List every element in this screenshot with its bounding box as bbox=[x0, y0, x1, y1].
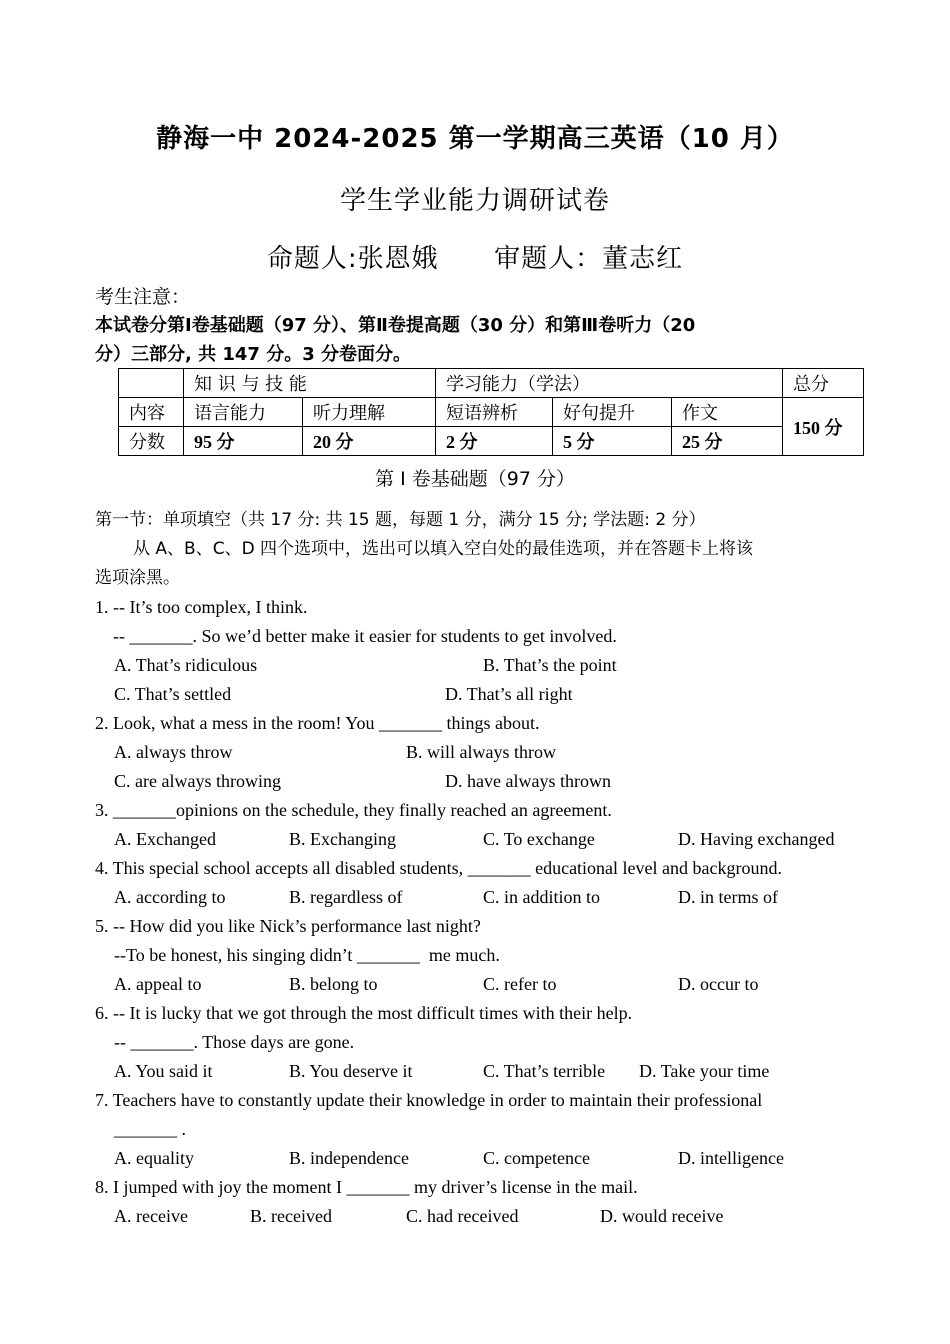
table-corner-cell bbox=[119, 369, 184, 398]
option-b[interactable]: B. That’s the point bbox=[483, 655, 617, 675]
score-table bbox=[118, 368, 864, 456]
column-header: 语言能力 bbox=[184, 398, 303, 427]
score-cell: 2 分 bbox=[436, 427, 553, 456]
question-6-stem: 6. -- It is lucky that we got through the most difficult times with their help. bbox=[95, 1003, 633, 1023]
exam-authors: 命题人:张恩娥 审题人：董志红 bbox=[266, 244, 684, 274]
option-c[interactable]: C. in addition to bbox=[483, 887, 600, 907]
exam-title: 静海一中 2024-2025 第一学期高三英语（10 月） bbox=[156, 124, 794, 154]
option-d[interactable]: D. Take your time bbox=[639, 1061, 770, 1081]
question-1-stem: 1. -- It’s too complex, I think. bbox=[95, 597, 308, 617]
instruction-line-2: 选项涂黑。 bbox=[95, 568, 180, 588]
row-content-label: 内容 bbox=[119, 398, 184, 427]
option-d[interactable]: D. occur to bbox=[678, 974, 759, 994]
option-d[interactable]: D. in terms of bbox=[678, 887, 778, 907]
option-a[interactable]: A. receive bbox=[114, 1206, 188, 1226]
option-b[interactable]: B. received bbox=[250, 1206, 332, 1226]
notice-line-1: 本试卷分第Ⅰ卷基础题（97 分）、第Ⅱ卷提高题（30 分）和第Ⅲ卷听力（20 bbox=[95, 315, 696, 336]
total-score: 150 分 bbox=[783, 398, 864, 456]
option-a[interactable]: A. appeal to bbox=[114, 974, 202, 994]
question-5-reply: --To be honest, his singing didn’t _______ me much. bbox=[114, 945, 500, 965]
score-cell: 20 分 bbox=[303, 427, 436, 456]
question-7-stem-cont: _______ . bbox=[114, 1119, 186, 1139]
score-cell: 95 分 bbox=[184, 427, 303, 456]
option-b[interactable]: B. Exchanging bbox=[289, 829, 396, 849]
option-b[interactable]: B. regardless of bbox=[289, 887, 403, 907]
total-header: 总分 bbox=[783, 369, 864, 398]
notice-line-2: 分）三部分, 共 147 分。3 分卷面分。 bbox=[95, 344, 412, 365]
question-7-stem: 7. Teachers have to constantly update their knowledge in order to maintain their professional bbox=[95, 1090, 763, 1110]
option-a[interactable]: A. according to bbox=[114, 887, 226, 907]
question-8-stem: 8. I jumped with joy the moment I _______ my driver’s license in the mail. bbox=[95, 1177, 638, 1197]
option-d[interactable]: D. would receive bbox=[600, 1206, 724, 1226]
column-header: 作文 bbox=[672, 398, 783, 427]
column-header: 听力理解 bbox=[303, 398, 436, 427]
score-cell: 25 分 bbox=[672, 427, 783, 456]
row-score-label: 分数 bbox=[119, 427, 184, 456]
option-c[interactable]: C. That’s terrible bbox=[483, 1061, 606, 1081]
option-c[interactable]: C. To exchange bbox=[483, 829, 595, 849]
option-c[interactable]: C. refer to bbox=[483, 974, 557, 994]
column-header: 短语辨析 bbox=[436, 398, 553, 427]
part1-heading: 第一节：单项填空（共 17 分: 共 15 题，每题 1 分，满分 15 分; 学法题: 2 分） bbox=[95, 510, 706, 530]
option-a[interactable]: A. You said it bbox=[114, 1061, 213, 1081]
group-learning-header: 学习能力（学法） bbox=[436, 369, 783, 398]
option-b[interactable]: B. independence bbox=[289, 1148, 409, 1168]
option-c[interactable]: C. That’s settled bbox=[114, 684, 232, 704]
option-d[interactable]: D. That’s all right bbox=[445, 684, 573, 704]
option-c[interactable]: C. had received bbox=[406, 1206, 519, 1226]
question-4-stem: 4. This special school accepts all disabled students, _______ educational level and background. bbox=[95, 858, 782, 878]
question-5-stem: 5. -- How did you like Nick’s performance last night? bbox=[95, 916, 481, 936]
notice-label: 考生注意： bbox=[95, 286, 191, 308]
option-b[interactable]: B. will always throw bbox=[406, 742, 556, 762]
score-cell: 5 分 bbox=[553, 427, 672, 456]
option-a[interactable]: A. Exchanged bbox=[114, 829, 216, 849]
section-title: 第 I 卷基础题（97 分） bbox=[375, 468, 575, 490]
option-b[interactable]: B. You deserve it bbox=[289, 1061, 413, 1081]
option-c[interactable]: C. competence bbox=[483, 1148, 590, 1168]
option-d[interactable]: D. have always thrown bbox=[445, 771, 611, 791]
column-header: 好句提升 bbox=[553, 398, 672, 427]
instruction-line-1: 从 A、B、C、D 四个选项中，选出可以填入空白处的最佳选项，并在答题卡上将该 bbox=[133, 539, 754, 559]
exam-subtitle: 学生学业能力调研试卷 bbox=[339, 186, 610, 216]
question-3-stem: 3. _______opinions on the schedule, they finally reached an agreement. bbox=[95, 800, 612, 820]
option-a[interactable]: A. That’s ridiculous bbox=[114, 655, 258, 675]
question-1-reply: -- _______. So we’d better make it easier for students to get involved. bbox=[113, 626, 617, 646]
option-a[interactable]: A. always throw bbox=[114, 742, 233, 762]
option-c[interactable]: C. are always throwing bbox=[114, 771, 281, 791]
question-6-reply: -- _______. Those days are gone. bbox=[114, 1032, 355, 1052]
option-b[interactable]: B. belong to bbox=[289, 974, 378, 994]
group-knowledge-header: 知 识 与 技 能 bbox=[184, 369, 436, 398]
option-d[interactable]: D. intelligence bbox=[678, 1148, 784, 1168]
option-d[interactable]: D. Having exchanged bbox=[678, 829, 835, 849]
option-a[interactable]: A. equality bbox=[114, 1148, 194, 1168]
question-2-stem: 2. Look, what a mess in the room! You _______ things about. bbox=[95, 713, 540, 733]
